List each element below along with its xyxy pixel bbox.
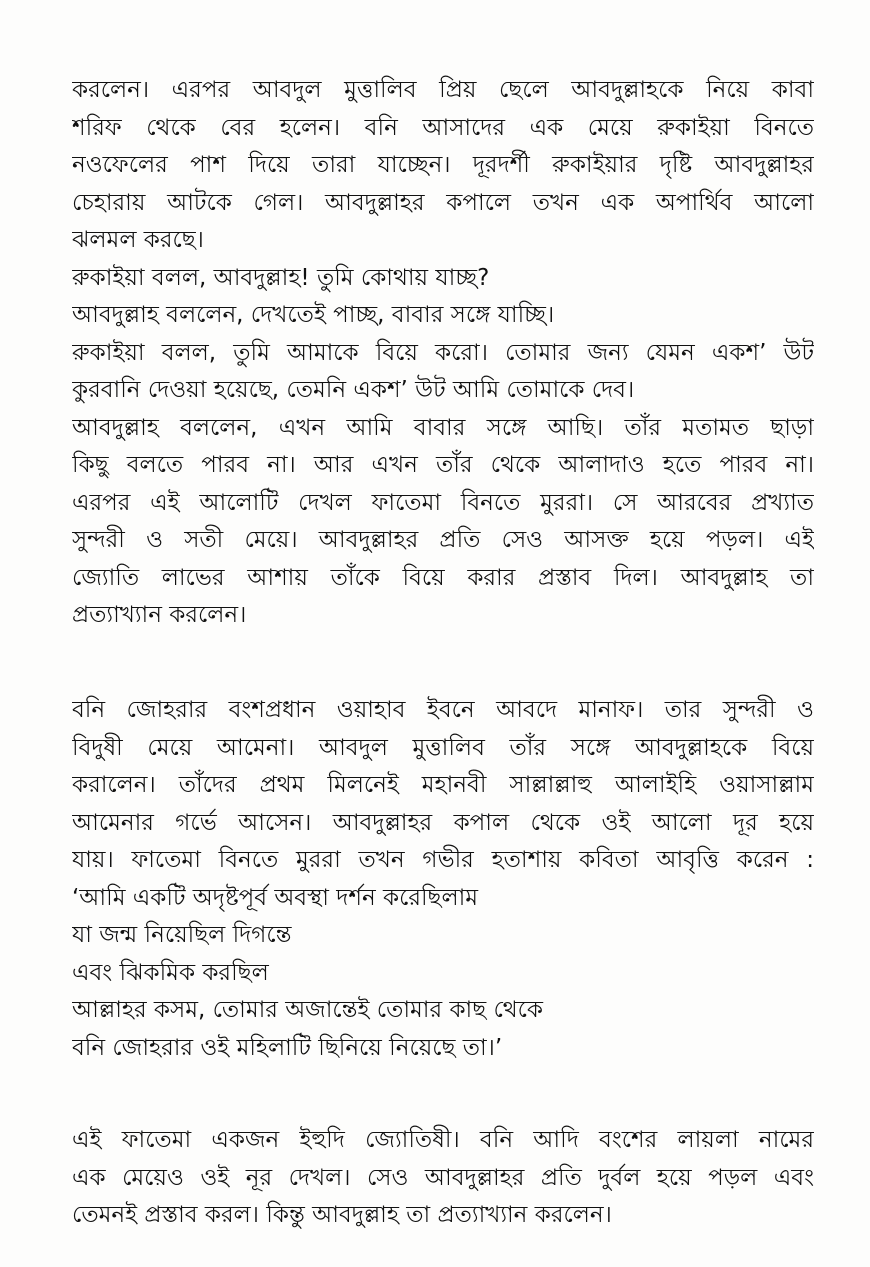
poem-line: যা জন্ম নিয়েছিল দিগন্তে [72,922,292,948]
poem-line: বনি জোহরার ওই মহিলাটি ছিনিয়ে নিয়েছে তা।’ [72,1034,503,1061]
paragraph-block-1 [72,72,814,635]
text-line: বিদুষী মেয়ে আমেনা। আবদুল মুত্তালিব তাঁর সঙ্গে আবদুল্লাহকে বিয়ে [72,734,814,761]
text-line: কিছু বলতে পারব না। আর এখন তাঁর থেকে আলাদাও হতে পারব না। [72,452,814,478]
poem-line: আল্লাহর কসম, তোমার অজান্তেই তোমার কাছ থেকে [72,997,544,1023]
paragraph-block-2 [72,692,814,1067]
text-line: এরপর এই আলোটি দেখল ফাতেমা বিনতে মুররা। সে আরবের প্রখ্যাত [72,489,814,516]
text-line: চেহারায় আটকে গেল। আবদুল্লাহর কপালে তখন এক অপার্থিব আলো [72,189,814,216]
text-line: যায়। ফাতেমা বিনতে মুররা তখন গভীর হতাশায় কবিতা আবৃত্তি করেন : [72,847,814,873]
text-line: বনি জোহরার বংশপ্রধান ওয়াহাব ইবনে আবদে মানাফ। তার সুন্দরী ও [72,697,814,723]
text-line: সুন্দরী ও সতী মেয়ে। আবদুল্লাহর প্রতি সেও আসক্ত হয়ে পড়ল। এই [72,527,814,553]
text-line: রুকাইয়া বলল, তুমি আমাকে বিয়ে করো। তোমার জন্য যেমন একশ’ উট [72,339,814,366]
poem-line: ‘আমি একটি অদৃষ্টপূর্ব অবস্থা দর্শন করেছিলাম [72,884,479,911]
text-line: নওফেলের পাশ দিয়ে তারা যাচ্ছেন। দূরদর্শী রুকাইয়ার দৃষ্টি আবদুল্লাহর [72,152,814,178]
text-line: প্রত্যাখ্যান করলেন। [72,602,247,628]
text-line: শরিফ থেকে বের হলেন। বনি আসাদের এক মেয়ে রুকাইয়া বিনতে [72,114,814,141]
text-line: এক মেয়েও ওই নূর দেখল। সেও আবদুল্লাহর প্রতি দুর্বল হয়ে পড়ল এবং [72,1164,814,1191]
text-line: আবদুল্লাহ বললেন, দেখতেই পাচ্ছ, বাবার সঙ্গে যাচ্ছি। [72,302,555,328]
text-line: কুরবানি দেওয়া হয়েছে, তেমনি একশ’ উট আমি তোমাকে দেব। [72,377,635,403]
text-line: রুকাইয়া বলল, আবদুল্লাহ! তুমি কোথায় যাচ্ছ? [72,264,490,291]
text-line: ঝলমল করছে। [72,227,204,253]
poem-line: এবং ঝিকমিক করছিল [72,959,269,986]
text-line: আমেনার গর্ভে আসেন। আবদুল্লাহর কপাল থেকে ওই আলো দূর হয়ে [72,809,814,836]
text-line: জ্যোতি লাভের আশায় তাঁকে বিয়ে করার প্রস্তাব দিল। আবদুল্লাহ তা [72,564,814,591]
text-line: আবদুল্লাহ বললেন, এখন আমি বাবার সঙ্গে আছি। তাঁর মতামত ছাড়া [72,414,814,441]
text-line: করলেন। এরপর আবদুল মুত্তালিব প্রিয় ছেলে আবদুল্লাহকে নিয়ে কাবা [72,77,814,103]
paragraph-block-3 [72,1122,814,1235]
text-line: তেমনই প্রস্তাব করল। কিন্তু আবদুল্লাহ তা প্রত্যাখ্যান করলেন। [72,1202,612,1228]
text-line: করালেন। তাঁদের প্রথম মিলনেই মহানবী সাল্লাল্লাহু আলাইহি ওয়াসাল্লাম [72,772,814,798]
text-line: এই ফাতেমা একজন ইহুদি জ্যোতিষী। বনি আদি বংশের লায়লা নামের [72,1127,814,1153]
